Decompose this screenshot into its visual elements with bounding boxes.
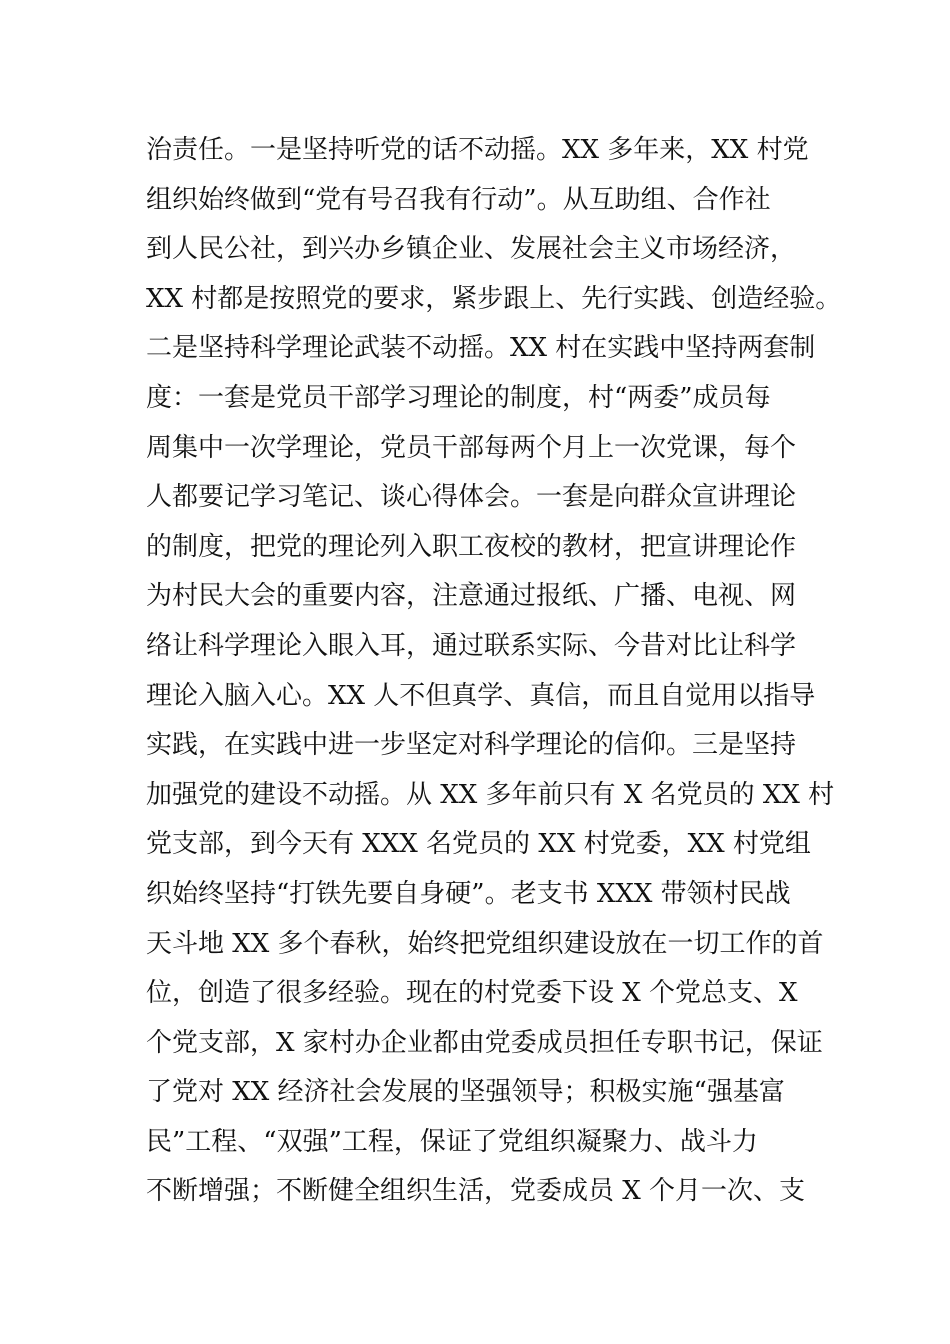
text-line: 民”工程、“双强”工程，保证了党组织凝聚力、战斗力 bbox=[146, 1126, 758, 1157]
text-line: 天斗地 XX 多个春秋，始终把党组织建设放在一切工作的首 bbox=[146, 928, 824, 959]
text-line: XX 村都是按照党的要求，紧步跟上、先行实践、创造经验。 bbox=[146, 283, 842, 314]
text-line: 络让科学理论入眼入耳，通过联系实际、今昔对比让科学 bbox=[146, 630, 797, 661]
body-text bbox=[146, 126, 842, 1217]
text-line: 周集中一次学理论，党员干部每两个月上一次党课，每个 bbox=[146, 432, 797, 463]
text-line: 织始终坚持“打铁先要自身硬”。老支书 XXX 带领村民战 bbox=[146, 878, 791, 909]
text-line: 人都要记学习笔记、谈心得体会。一套是向群众宣讲理论 bbox=[146, 482, 797, 513]
text-line: 不断增强；不断健全组织生活，党委成员 X 个月一次、支 bbox=[146, 1176, 806, 1207]
text-line: 加强党的建设不动摇。从 XX 多年前只有 X 名党员的 XX 村 bbox=[146, 779, 835, 810]
text-line: 度：一套是党员干部学习理论的制度，村“两委”成员每 bbox=[146, 382, 771, 413]
text-line: 的制度，把党的理论列入职工夜校的教材，把宣讲理论作 bbox=[146, 531, 797, 562]
text-line: 党支部，到今天有 XXX 名党员的 XX 村党委，XX 村党组 bbox=[146, 829, 811, 860]
text-line: 个党支部，X 家村办企业都由党委成员担任专职书记，保证 bbox=[146, 1027, 823, 1058]
text-line: 了党对 XX 经济社会发展的坚强领导；积极实施“强基富 bbox=[146, 1077, 785, 1108]
text-line: 到人民公社，到兴办乡镇企业、发展社会主义市场经济， bbox=[146, 234, 797, 265]
text-line: 为村民大会的重要内容，注意通过报纸、广播、电视、网 bbox=[146, 581, 797, 612]
text-line: 组织始终做到“党有号召我有行动”。从互助组、合作社 bbox=[146, 184, 771, 215]
text-line: 二是坚持科学理论武装不动摇。XX 村在实践中坚持两套制 bbox=[146, 333, 816, 364]
text-line: 位，创造了很多经验。现在的村党委下设 X 个党总支、X bbox=[146, 978, 798, 1009]
text-line: 治责任。一是坚持听党的话不动摇。XX 多年来，XX 村党 bbox=[146, 135, 809, 165]
text-line: 理论入脑入心。XX 人不但真学、真信，而且自觉用以指导 bbox=[146, 680, 816, 711]
text-line: 实践，在实践中进一步坚定对科学理论的信仰。三是坚持 bbox=[146, 730, 797, 761]
